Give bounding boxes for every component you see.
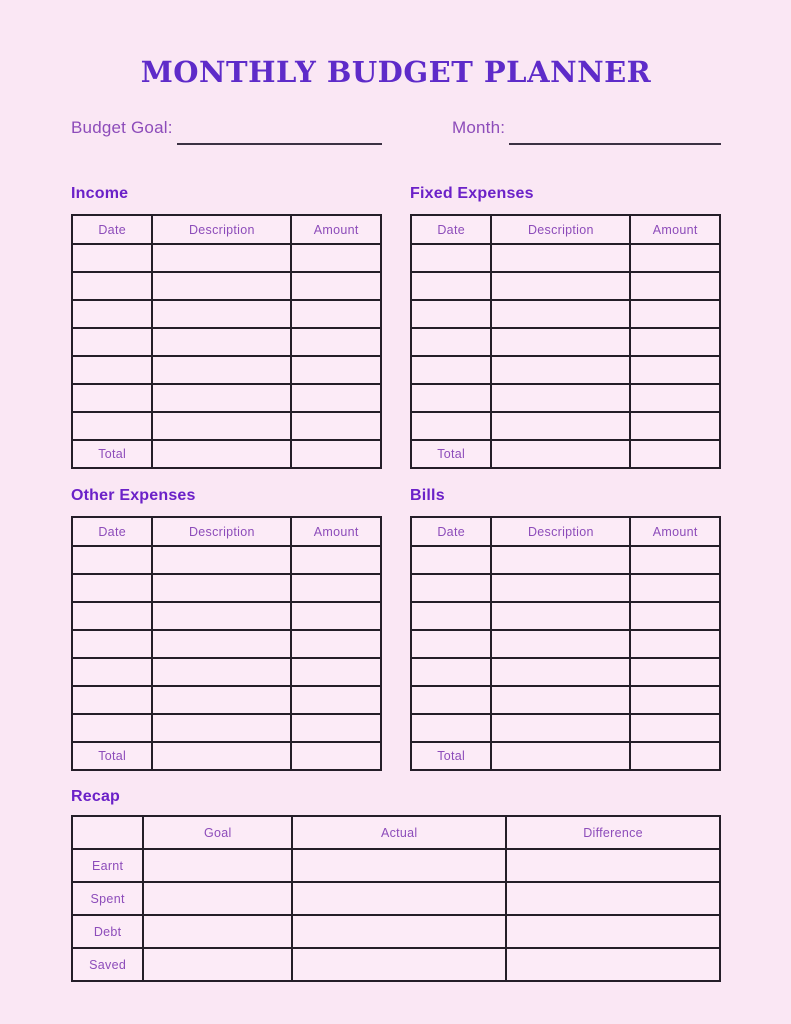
budget-goal-field — [71, 118, 382, 138]
empty-cell — [506, 915, 720, 948]
empty-cell — [72, 300, 152, 328]
empty-cell — [491, 328, 630, 356]
empty-cell — [491, 686, 630, 714]
empty-cell — [291, 686, 381, 714]
total-amount-cell — [630, 440, 720, 468]
empty-cell — [143, 948, 292, 981]
empty-cell — [292, 915, 506, 948]
total-description-cell — [152, 742, 291, 770]
empty-cell — [411, 686, 491, 714]
empty-cell — [630, 658, 720, 686]
fixed-expenses-table — [410, 214, 721, 469]
recap-corner-cell — [72, 816, 143, 849]
empty-cell — [152, 300, 291, 328]
empty-cell — [72, 686, 152, 714]
table-row — [411, 714, 720, 742]
total-row — [411, 742, 720, 770]
empty-cell — [411, 328, 491, 356]
column-header-description: Description — [491, 215, 630, 244]
empty-cell — [630, 300, 720, 328]
empty-cell — [506, 849, 720, 882]
empty-cell — [411, 546, 491, 574]
empty-cell — [411, 356, 491, 384]
empty-cell — [72, 384, 152, 412]
column-header-goal: Goal — [143, 816, 292, 849]
empty-cell — [630, 686, 720, 714]
table-row — [72, 714, 381, 742]
header-row — [411, 215, 720, 244]
recap-row-spent — [72, 882, 720, 915]
empty-cell — [630, 384, 720, 412]
column-header-description: Description — [152, 517, 291, 546]
empty-cell — [411, 630, 491, 658]
bills-heading: Bills — [410, 487, 445, 504]
table-row — [411, 412, 720, 440]
table-row — [72, 272, 381, 300]
budget-goal-line — [177, 143, 382, 145]
recap-row-label: Earnt — [72, 849, 143, 882]
total-row — [72, 742, 381, 770]
empty-cell — [292, 849, 506, 882]
empty-cell — [72, 658, 152, 686]
table-row — [411, 658, 720, 686]
empty-cell — [630, 602, 720, 630]
table-row — [72, 686, 381, 714]
column-header-date: Date — [411, 215, 491, 244]
empty-cell — [291, 574, 381, 602]
table-row — [72, 602, 381, 630]
empty-cell — [411, 384, 491, 412]
empty-cell — [291, 328, 381, 356]
empty-cell — [630, 574, 720, 602]
empty-cell — [291, 384, 381, 412]
recap-row-label: Spent — [72, 882, 143, 915]
empty-cell — [72, 630, 152, 658]
table-row — [411, 546, 720, 574]
table-row — [72, 658, 381, 686]
empty-cell — [152, 244, 291, 272]
column-header-amount: Amount — [630, 215, 720, 244]
table-row — [72, 412, 381, 440]
table-row — [411, 574, 720, 602]
empty-cell — [152, 602, 291, 630]
empty-cell — [152, 272, 291, 300]
table-row — [411, 328, 720, 356]
column-header-amount: Amount — [630, 517, 720, 546]
empty-cell — [411, 714, 491, 742]
empty-cell — [411, 658, 491, 686]
other-expenses-section — [71, 486, 382, 771]
empty-cell — [630, 546, 720, 574]
empty-cell — [291, 300, 381, 328]
empty-cell — [291, 272, 381, 300]
total-amount-cell — [630, 742, 720, 770]
recap-row-earnt — [72, 849, 720, 882]
header-fields — [71, 118, 721, 138]
column-header-description: Description — [491, 517, 630, 546]
table-row — [411, 384, 720, 412]
empty-cell — [630, 356, 720, 384]
empty-cell — [491, 546, 630, 574]
table-row — [72, 574, 381, 602]
empty-cell — [152, 630, 291, 658]
total-description-cell — [491, 440, 630, 468]
empty-cell — [491, 602, 630, 630]
empty-cell — [292, 882, 506, 915]
empty-cell — [72, 328, 152, 356]
empty-cell — [72, 602, 152, 630]
empty-cell — [291, 546, 381, 574]
empty-cell — [630, 714, 720, 742]
table-row — [411, 602, 720, 630]
other-expenses-heading: Other Expenses — [71, 487, 196, 504]
table-row — [72, 546, 381, 574]
column-header-actual: Actual — [292, 816, 506, 849]
empty-cell — [143, 849, 292, 882]
empty-cell — [491, 630, 630, 658]
empty-cell — [630, 272, 720, 300]
other-expenses-table — [71, 516, 382, 771]
total-description-cell — [152, 440, 291, 468]
header-row — [411, 517, 720, 546]
table-row — [72, 630, 381, 658]
month-label: Month: — [452, 118, 506, 137]
empty-cell — [630, 328, 720, 356]
bills-table — [410, 516, 721, 771]
empty-cell — [72, 546, 152, 574]
empty-cell — [72, 244, 152, 272]
table-row — [72, 356, 381, 384]
empty-cell — [491, 244, 630, 272]
column-header-difference: Difference — [506, 816, 720, 849]
column-header-date: Date — [411, 517, 491, 546]
total-row — [411, 440, 720, 468]
empty-cell — [491, 714, 630, 742]
empty-cell — [630, 412, 720, 440]
income-heading: Income — [71, 185, 129, 202]
tables-row-1 — [71, 184, 721, 469]
tables-row-2 — [71, 486, 721, 771]
empty-cell — [411, 412, 491, 440]
empty-cell — [72, 356, 152, 384]
table-row — [411, 300, 720, 328]
table-row — [72, 300, 381, 328]
empty-cell — [291, 602, 381, 630]
total-amount-cell — [291, 742, 381, 770]
empty-cell — [152, 686, 291, 714]
total-amount-cell — [291, 440, 381, 468]
total-label: Total — [411, 742, 491, 770]
empty-cell — [491, 658, 630, 686]
empty-cell — [491, 272, 630, 300]
empty-cell — [292, 948, 506, 981]
table-row — [72, 244, 381, 272]
empty-cell — [291, 714, 381, 742]
empty-cell — [143, 882, 292, 915]
empty-cell — [491, 384, 630, 412]
empty-cell — [491, 574, 630, 602]
income-table — [71, 214, 382, 469]
recap-row-label: Debt — [72, 915, 143, 948]
empty-cell — [630, 244, 720, 272]
bills-section — [410, 486, 721, 771]
empty-cell — [152, 574, 291, 602]
recap-table — [71, 815, 721, 982]
table-row — [72, 328, 381, 356]
empty-cell — [411, 272, 491, 300]
empty-cell — [152, 714, 291, 742]
header-row — [72, 215, 381, 244]
empty-cell — [72, 574, 152, 602]
empty-cell — [152, 546, 291, 574]
table-row — [411, 686, 720, 714]
empty-cell — [291, 244, 381, 272]
empty-cell — [506, 882, 720, 915]
empty-cell — [152, 384, 291, 412]
column-header-date: Date — [72, 215, 152, 244]
empty-cell — [72, 272, 152, 300]
total-label: Total — [72, 440, 152, 468]
empty-cell — [291, 658, 381, 686]
page-title: MONTHLY BUDGET PLANNER — [140, 55, 652, 89]
empty-cell — [506, 948, 720, 981]
table-row — [411, 356, 720, 384]
budget-goal-label: Budget Goal: — [71, 118, 173, 137]
table-row — [411, 272, 720, 300]
month-line — [509, 143, 721, 145]
empty-cell — [630, 630, 720, 658]
empty-cell — [291, 356, 381, 384]
column-header-description: Description — [152, 215, 291, 244]
total-label: Total — [72, 742, 152, 770]
recap-heading: Recap — [71, 788, 121, 805]
empty-cell — [152, 356, 291, 384]
table-row — [411, 244, 720, 272]
header-row — [72, 816, 720, 849]
empty-cell — [491, 356, 630, 384]
table-row — [72, 384, 381, 412]
income-section — [71, 184, 382, 469]
empty-cell — [143, 915, 292, 948]
recap-row-label: Saved — [72, 948, 143, 981]
month-field — [452, 118, 721, 138]
table-row — [411, 630, 720, 658]
empty-cell — [152, 412, 291, 440]
column-header-amount: Amount — [291, 517, 381, 546]
column-header-amount: Amount — [291, 215, 381, 244]
recap-row-saved — [72, 948, 720, 981]
fixed-expenses-section — [410, 184, 721, 469]
recap-section — [71, 787, 721, 982]
empty-cell — [491, 300, 630, 328]
empty-cell — [411, 300, 491, 328]
empty-cell — [491, 412, 630, 440]
total-label: Total — [411, 440, 491, 468]
total-description-cell — [491, 742, 630, 770]
column-header-date: Date — [72, 517, 152, 546]
empty-cell — [411, 574, 491, 602]
header-row — [72, 517, 381, 546]
fixed-expenses-heading: Fixed Expenses — [410, 185, 534, 202]
empty-cell — [72, 714, 152, 742]
empty-cell — [291, 412, 381, 440]
empty-cell — [152, 658, 291, 686]
empty-cell — [72, 412, 152, 440]
empty-cell — [152, 328, 291, 356]
total-row — [72, 440, 381, 468]
recap-row-debt — [72, 915, 720, 948]
empty-cell — [291, 630, 381, 658]
empty-cell — [411, 244, 491, 272]
empty-cell — [411, 602, 491, 630]
